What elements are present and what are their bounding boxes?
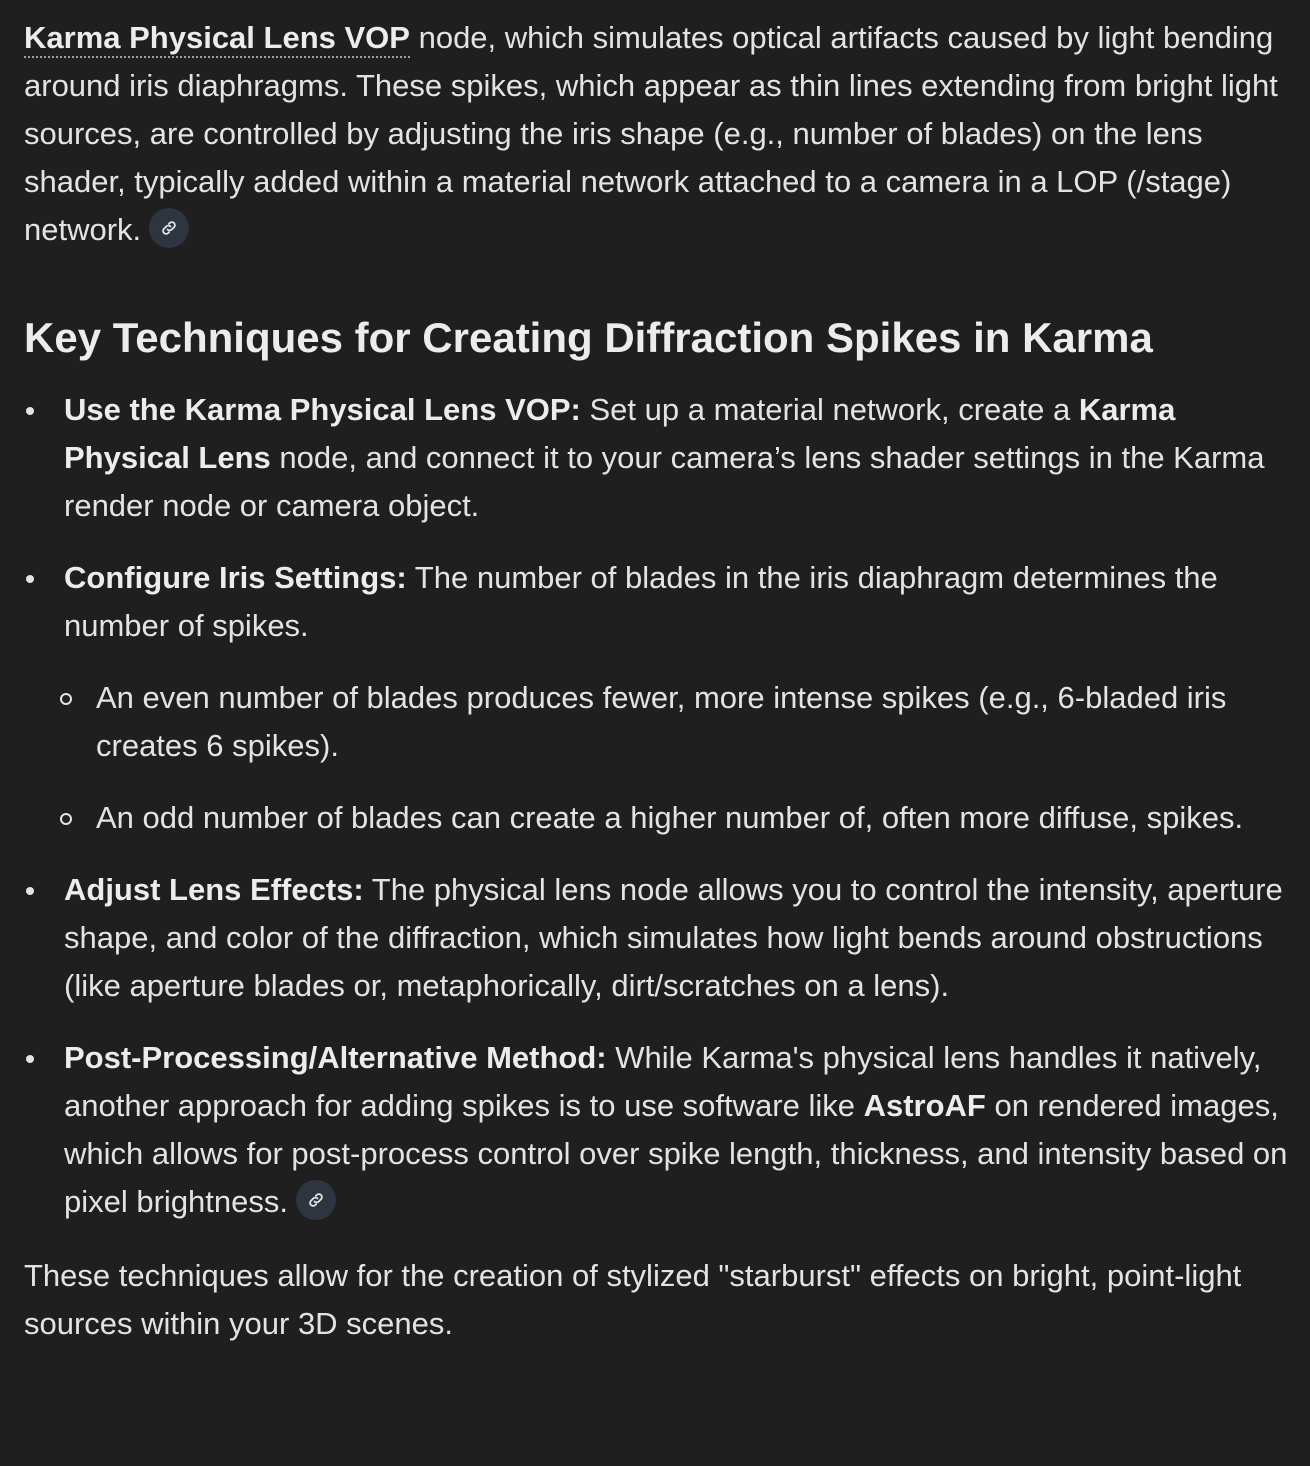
list-item <box>24 866 1290 1010</box>
section-heading: Key Techniques for Creating Diffraction Spikes in Karma <box>24 314 1153 361</box>
link-icon <box>160 219 178 237</box>
list-item <box>24 386 1290 530</box>
techniques-list <box>24 386 1290 1226</box>
citation-button[interactable] <box>296 1180 336 1220</box>
intro-text: node, which simulates optical artifacts caused by light bending around iris diaphragms. These spikes, which appear as thin lines extending from bright light sources, are controlled by adjusting the iris shape (e.g., number of blades) on the lens shader, typically added within a material network attached to a camera in a LOP (/stage) network. <box>24 20 1278 247</box>
sub-list-item <box>60 794 1290 842</box>
bullet-text: node, and connect it to your camera’s lens shader settings in the Karma render node or camera object. <box>64 440 1265 523</box>
bullet-title: Adjust Lens Effects: <box>64 872 364 907</box>
bullet-title: Post-Processing/Alternative Method: <box>64 1040 607 1075</box>
bullet-text: Set up a material network, create a <box>580 392 1079 427</box>
bullet-bold: Karma Physical Lens <box>64 392 1176 475</box>
bullet-dot <box>26 887 34 895</box>
bullet-text: The physical lens node allows you to control the intensity, aperture shape, and color of the diffraction, which simulates how light bends around obstructions (like aperture blades or, metaphorically, dirt/scratches on a lens). <box>64 872 1283 1003</box>
bullet-title: Configure Iris Settings: <box>64 560 407 595</box>
bullet-text: While Karma's physical lens handles it natively, another approach for adding spikes is to use software like <box>64 1040 1262 1123</box>
citation-button[interactable] <box>149 208 189 248</box>
karma-physical-lens-link[interactable]: Karma Physical Lens VOP <box>24 20 410 58</box>
bullet-text: on rendered images, which allows for post-process control over spike length, thickness, and intensity based on pixel brightness. <box>64 1088 1288 1219</box>
bullet-text: The number of blades in the iris diaphragm determines the number of spikes. <box>64 560 1218 643</box>
link-icon <box>307 1191 325 1209</box>
bullet-dot <box>26 1055 34 1063</box>
bullet-circle <box>60 813 72 825</box>
bullet-circle <box>60 693 72 705</box>
sub-item-text: An even number of blades produces fewer, more intense spikes (e.g., 6-bladed iris creates 6 spikes). <box>96 680 1227 763</box>
closing-paragraph: These techniques allow for the creation of stylized "starburst" effects on bright, point-light sources within your 3D scenes. <box>24 1258 1242 1341</box>
bullet-bold: AstroAF <box>863 1088 986 1123</box>
bullet-dot <box>26 407 34 415</box>
list-item <box>24 554 1290 842</box>
intro-paragraph <box>24 14 1290 254</box>
bullet-dot <box>26 575 34 583</box>
bullet-title: Use the Karma Physical Lens VOP: <box>64 392 581 427</box>
sub-item-text: An odd number of blades can create a higher number of, often more diffuse, spikes. <box>96 800 1244 835</box>
sub-list <box>60 674 1290 842</box>
list-item <box>24 1034 1290 1226</box>
sub-list-item <box>60 674 1290 770</box>
